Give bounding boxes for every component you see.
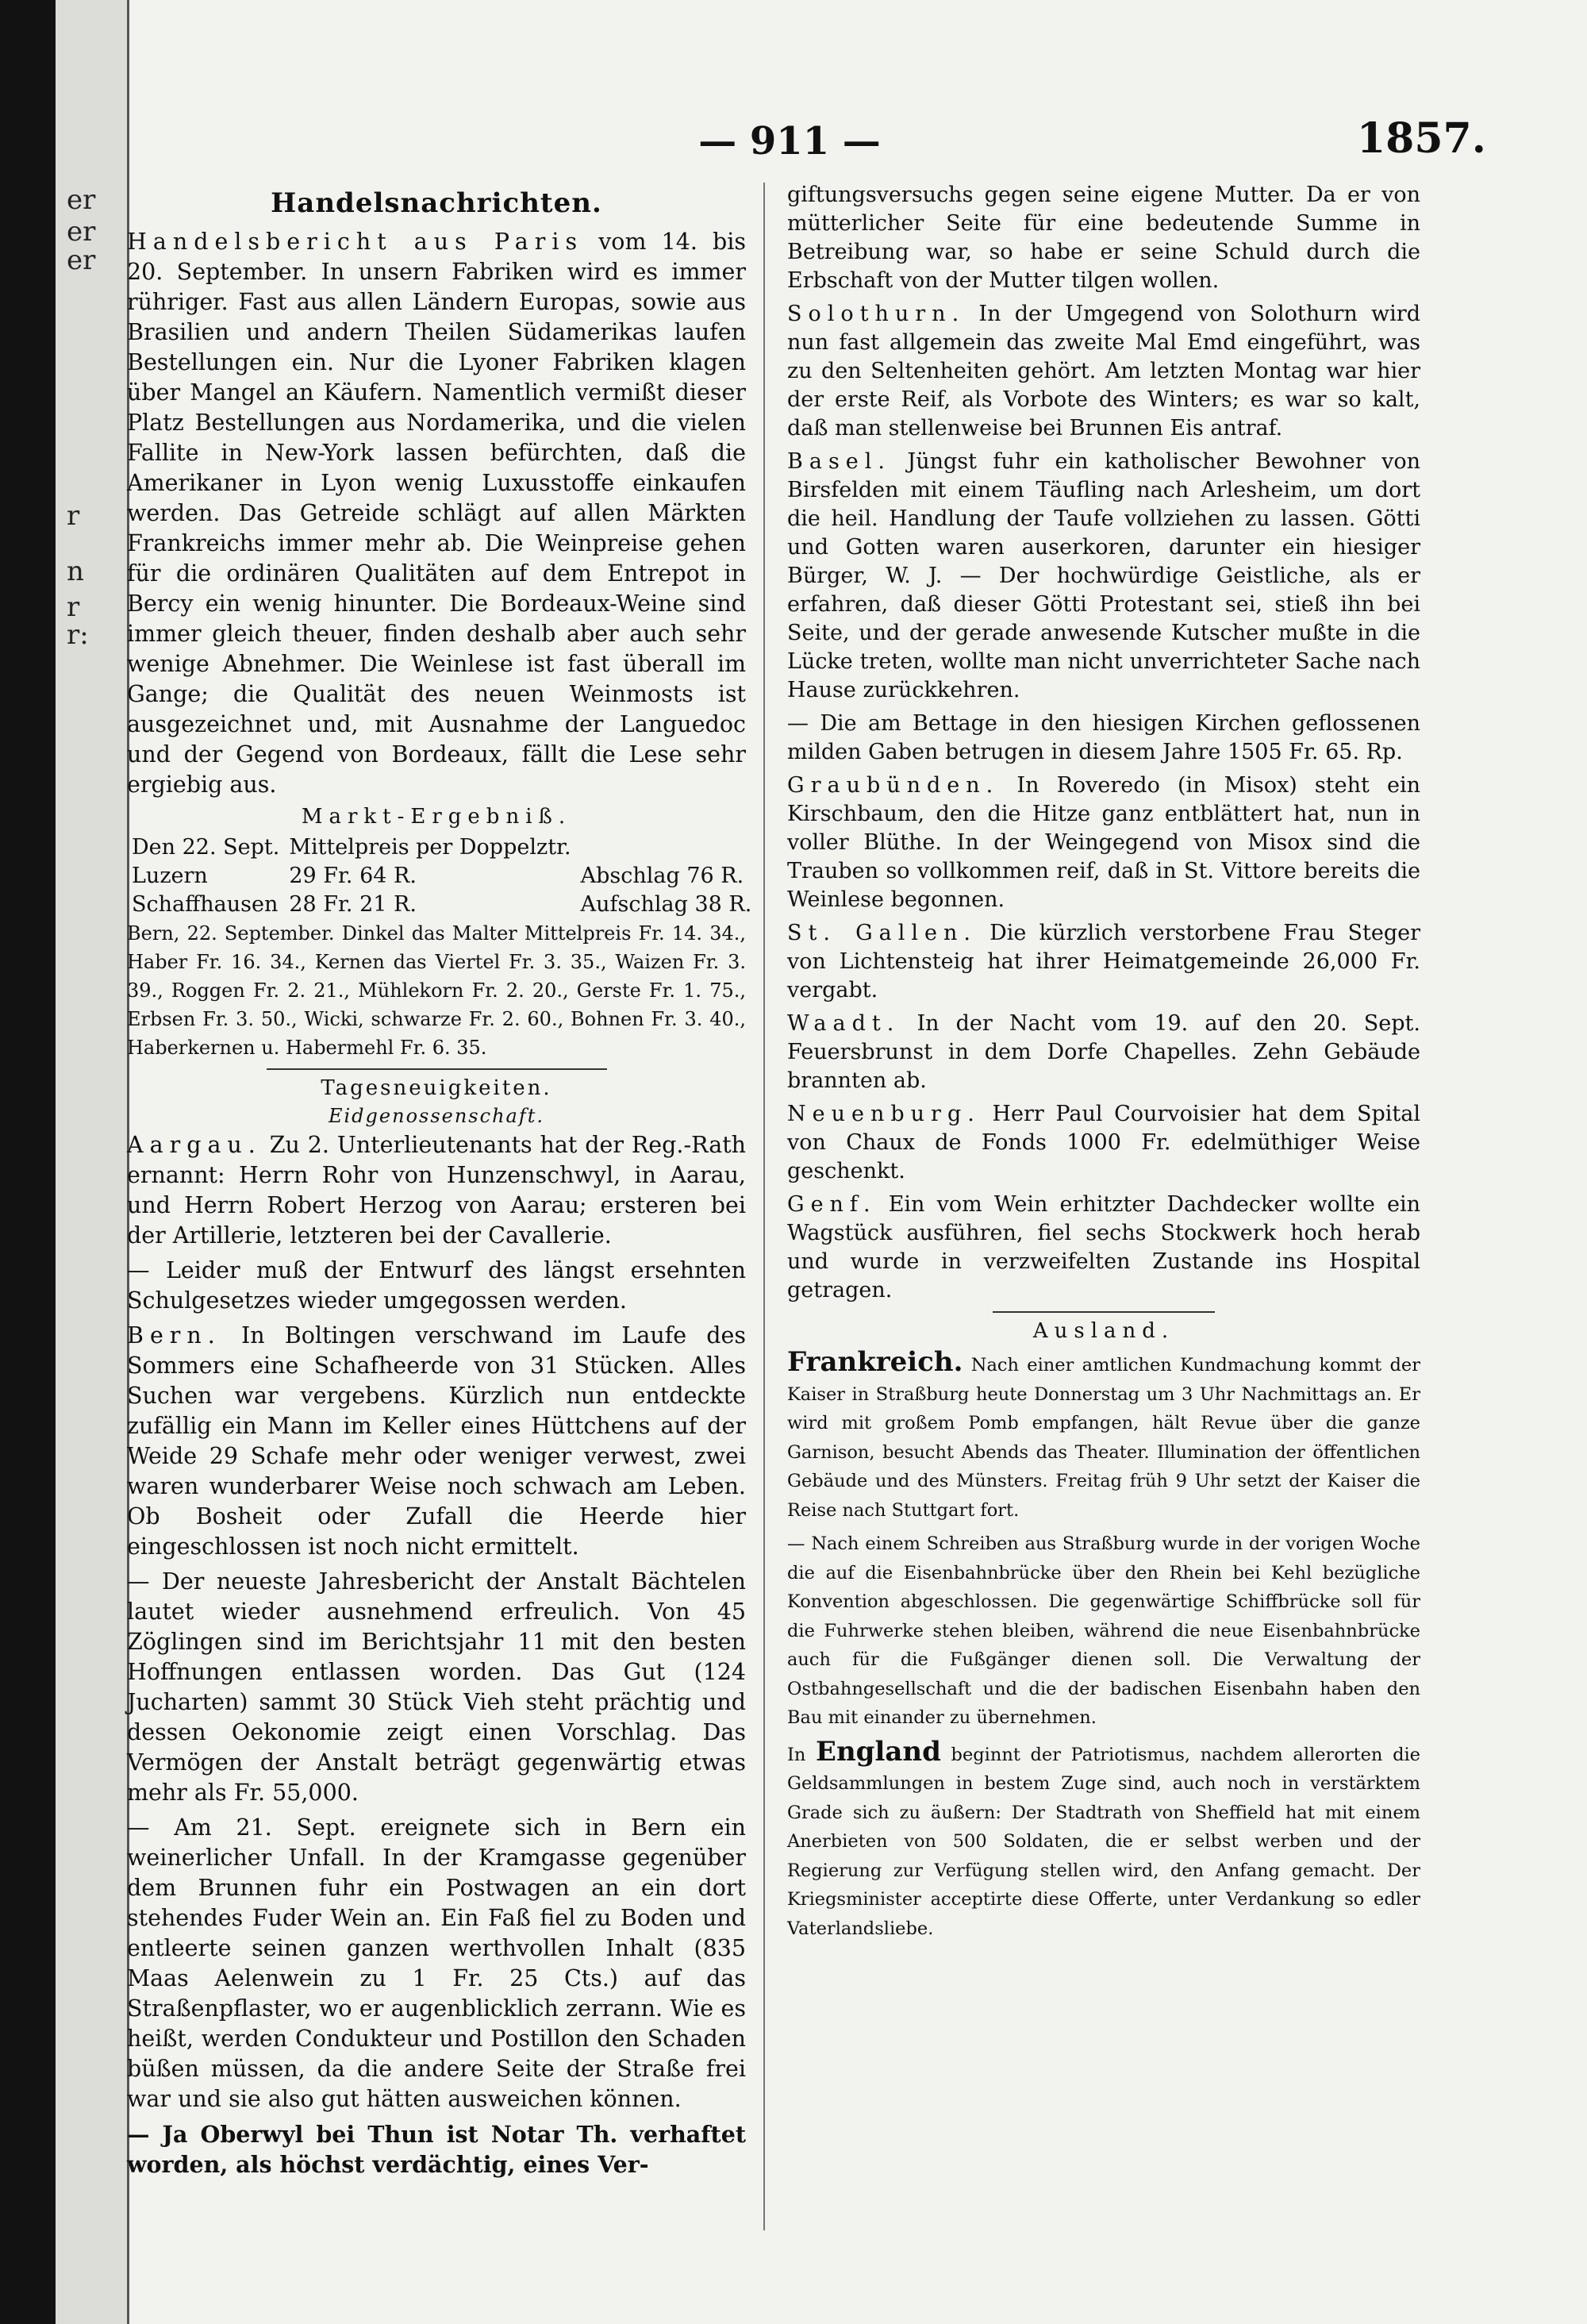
margin-fragment: n <box>67 556 84 587</box>
lead-word: Waadt. <box>787 1011 901 1036</box>
paragraph: — Der neueste Jahresbericht der Anstalt Bächtelen lautet wieder ausnehmend erfreulich. Von 45 Zöglingen sind im Berichtsjahr 11 mit den besten Hoffnungen entlassen worden. Das Gut (124 Jucharten) sammt 30 Stück Vieh steht prächtig und dessen Oekonomie zeigt einen Vorschlag. Das Vermögen der Anstalt beträgt gegenwärtig etwas mehr als Fr. 55,000. <box>127 1568 746 1806</box>
paragraph-text: Herr Paul Courvoisier hat dem Spital von Chaux de Fonds 1000 Fr. edelmüthiger Weise geschenkt. <box>787 1102 1420 1183</box>
paragraph <box>787 448 1420 705</box>
news-title: Tagesneuigkeiten. <box>321 1076 552 1100</box>
lead-word: St. Gallen. <box>787 921 977 945</box>
lead-word: Solothurn. <box>787 302 966 326</box>
lead-word: Frankreich. <box>787 1346 963 1378</box>
paragraph: — Ja Oberwyl bei Thun ist Notar Th. verhaftet worden, als höchst verdächtig, eines Ver- <box>127 2121 746 2178</box>
paragraph-text: In Roveredo (in Misox) steht ein Kirschbaum, den die Hitze ganz entblättert hat, nun in voller Blüthe. In der Weingegend von Misox sind die Trauben so vollkommen reif, daß in St. Vittore bereits die Weinlese begonnen. <box>787 773 1420 912</box>
table-row <box>127 833 756 862</box>
column-divider <box>763 183 765 2230</box>
paragraph <box>787 1737 1420 1944</box>
right-column <box>787 181 1420 1948</box>
table-cell: 28 Fr. 21 R. <box>289 892 417 917</box>
paragraph-text: Zu 2. Unterlieutenants hat der Reg.-Rath ernannt: Herrn Rohr von Hunzenschwyl, in Aarau, und Herrn Robert Herzog von Aarau; ersteren bei der Artillerie, letzteren bei der Cavallerie. <box>127 1132 746 1249</box>
paragraph <box>787 1100 1420 1186</box>
paragraph <box>787 1010 1420 1095</box>
page-header <box>0 114 1587 167</box>
left-column <box>127 181 752 2184</box>
table-cell: Abschlag 76 R. <box>580 864 744 888</box>
margin-fragment: r <box>67 500 80 532</box>
lead-word: Handelsbericht aus Paris <box>127 229 584 255</box>
paragraph: — Nach einem Schreiben aus Straßburg wurde in der vorigen Woche die auf die Eisenbahnbrücke über den Rhein bei Kehl bezügliche Konvention abgeschlossen. Die gegenwärtige Schiffbrücke soll für die Fuhrwerke stehen bleiben, während die neue Eisenbahnbrücke auch für die Fußgänger dienen soll. Die Verwaltung der Ostbahngesellschaft und die der badischen Eisenbahn haben den Bau mit einander zu übernehmen. <box>787 1533 1420 1728</box>
paragraph-text: In Boltingen verschwand im Laufe des Sommers eine Schafheerde von 31 Stücken. Alles Suchen war vergebens. Kürzlich nun entdeckte zufällig ein Mann im Keller eines Hüttchens auf der Weide 29 Schafe mehr oder weniger verwest, zwei waren wunderbarer Weise noch schwach am Leben. Ob Bosheit oder Zufall die Heerde hier eingeschlossen ist noch nicht ermittelt. <box>127 1322 746 1560</box>
table-cell: Aufschlag 38 R. <box>580 892 752 917</box>
paragraph-text: In <box>787 1744 817 1765</box>
table-cell: Mittelpreis per Doppelztr. <box>289 835 571 860</box>
margin-fragment: er <box>67 244 96 276</box>
table-cell: Den 22. Sept. <box>132 835 280 860</box>
paragraph: — Am 21. Sept. ereignete sich in Bern ein weinerlicher Unfall. In der Kramgasse gegenüber dem Brunnen fuhr ein Postwagen an ein dort stehendes Fuder Wein an. Ein Faß fiel zu Boden und entleerte seinen ganzen werthvollen Inhalt (835 Maas Aelenwein zu 1 Fr. 25 Cts.) auf das Straßenpflaster, wo er augenblicklich zerrann. Wie es heißt, werden Condukteur und Postillon den Schaden büßen müssen, da die andere Seite der Straße frei war und sie also gut hätten ausweichen können. <box>127 1814 746 2112</box>
paragraph: giftungsversuchs gegen seine eigene Mutter. Da er von mütterlicher Seite für eine bedeutende Summe in Betreibung war, so habe er seine Schuld durch die Erbschaft von der Mutter tilgen wollen. <box>787 183 1420 293</box>
paragraph <box>127 1321 746 1562</box>
year: 1857. <box>1357 114 1486 163</box>
lead-word: Genf. <box>787 1192 877 1217</box>
paragraph <box>787 919 1420 1005</box>
ausland-section <box>787 1348 1420 1943</box>
margin-fragment: er <box>67 216 96 248</box>
table-cell: Schaffhausen <box>132 892 279 917</box>
table-cell: 29 Fr. 64 R. <box>289 864 417 888</box>
table-cell <box>576 833 757 862</box>
previous-page-margin <box>56 0 129 2324</box>
ausland-title: Ausland. <box>1032 1319 1175 1343</box>
section-title: Handelsnachrichten. <box>271 187 602 219</box>
table-row <box>127 862 756 891</box>
paragraph-text: Jüngst fuhr ein katholischer Bewohner von Birsfelden mit einem Täufling nach Arlesheim, um dort die heil. Handlung der Taufe vollziehen zu lassen. Götti und Gotten waren auserkoren, darunter ein hiesiger Bürger, W. J. — Der hochwürdige Geistliche, als er erfahren, daß dieser Götti Protestant sei, stieß ihn bei Seite, und der gerade anwesende Kutscher mußte in die Lücke treten, wollte man nicht unverrichteter Sache nach Hause zurückkehren. <box>787 449 1420 702</box>
paragraph <box>787 1191 1420 1305</box>
paragraph-text: vom 14. bis 20. September. In unsern Fabriken wird es immer rühriger. Fast aus allen Ländern Europas, sowie aus Brasilien und andern Theilen Südamerikas laufen Bestellungen ein. Nur die Lyoner Fabriken klagen über Mangel an Käufern. Namentlich vermißt dieser Platz Bestellungen aus Nordamerika, und die vielen Fallite in New-York lassen befürchten, daß die Amerikaner in Lyon wenig Luxusstoffe einkaufen werden. Das Getreide schlägt auf allen Märkten Frankreichs immer mehr ab. Die Weinpreise gehen für die ordinären Qualitäten auf dem Entrepot in Bercy ein wenig hinunter. Die Bordeaux-Weine sind immer gleich theuer, finden deshalb aber auch sehr wenige Abnehmer. Die Weinlese ist fast überall im Gange; die Qualität des neuen Weinmosts ist ausgezeichnet und, mit Ausnahme der Languedoc und der Gegend von Bordeaux, fällt die Lese sehr ergiebig aus. <box>127 229 747 798</box>
market-table <box>127 833 756 919</box>
lead-word: Bern. <box>127 1322 221 1349</box>
paragraph-text: Nach einer amtlichen Kundmachung kommt der Kaiser in Straßburg heute Donnerstag um 3 Uhr Nachmittags an. Er wird mit großem Pomb empfangen, hält Revue über die ganze Garnison, besucht Abends das Theater. Illumination der öffentlichen Gebäude und des Münsters. Freitag früh 9 Uhr setzt der Kaiser die Reise nach Stuttgart fort. <box>787 1355 1420 1521</box>
paragraph-text: Die kürzlich verstorbene Frau Steger von Lichtensteig hat ihrer Heimatgemeinde 26,000 Fr. vergabt. <box>787 921 1420 1002</box>
section-rule <box>267 1068 607 1070</box>
margin-fragment: er <box>67 184 96 216</box>
page-number: — 911 — <box>698 119 881 164</box>
paragraph <box>127 1130 746 1251</box>
paragraph-text: beginnt der Patriotismus, nachdem allerorten die Geldsammlungen in bestem Zuge sind, auch noch in verstärktem Grade sich zu äußern: Der Stadtrath von Sheffield hat mit einem Anerbieten von 500 Soldaten, die er selbst werben und der Regierung zur Verfügung stellen wird, den Anfang gemacht. Der Kriegsminister acceptirte diese Offerte, unter Verdankung so edler Vaterlandsliebe. <box>787 1744 1420 1939</box>
margin-fragment: r: <box>67 619 89 651</box>
margin-fragment: r <box>67 591 80 623</box>
lead-word: England <box>816 1735 941 1768</box>
paragraph-text: In der Nacht vom 19. auf den 20. Sept. Feuersbrunst in dem Dorfe Chapelles. Zehn Gebäude brannten ab. <box>787 1011 1420 1093</box>
paragraph <box>787 771 1420 914</box>
lead-word: Basel. <box>787 449 891 474</box>
paragraph-text: In der Umgegend von Solothurn wird nun fast allgemein das zweite Mal Emd eingeführt, was zu den Seltenheiten gehört. Am letzten Montag war hier der erste Reif, als Vorbote des Winters; es war so kalt, daß man stellenweise bei Brunnen Eis antraf. <box>787 302 1420 441</box>
market-title: Markt-Ergebniß. <box>301 805 572 829</box>
paragraph: — Leider muß der Entwurf des längst ersehnten Schulgesetzes wieder umgegossen werden. <box>127 1257 746 1314</box>
paragraph <box>787 1348 1420 1525</box>
section-rule <box>993 1311 1214 1313</box>
paragraph-text: Ein vom Wein erhitzter Dachdecker wollte ein Wagstück ausführen, fiel sechs Stockwerk hoch herab und wurde in verzweifelten Zustande ins Hospital getragen. <box>787 1192 1420 1302</box>
paragraph <box>787 300 1420 443</box>
paragraph <box>127 227 746 800</box>
paragraph: — Die am Bettage in den hiesigen Kirchen geflossenen milden Gaben betrugen in diesem Jahre 1505 Fr. 65. Rp. <box>787 711 1420 764</box>
lead-word: Neuenburg. <box>787 1102 981 1126</box>
lead-word: Graubünden. <box>787 773 1000 798</box>
table-cell: Luzern <box>132 864 208 888</box>
news-subtitle: Eidgenossenschaft. <box>328 1105 544 1127</box>
paragraph: Bern, 22. September. Dinkel das Malter Mittelpreis Fr. 14. 34., Haber Fr. 16. 34., Kernen das Viertel Fr. 3. 35., Waizen Fr. 3. 39., Roggen Fr. 2. 21., Mühlekorn Fr. 2. 20., Gerste Fr. 1. 75., Erbsen Fr. 3. 50., Wicki, schwarze Fr. 2. 60., Bohnen Fr. 3. 40., Haberkernen u. Habermehl Fr. 6. 35. <box>127 922 746 1059</box>
table-row <box>127 891 756 919</box>
lead-word: Aargau. <box>127 1132 262 1158</box>
